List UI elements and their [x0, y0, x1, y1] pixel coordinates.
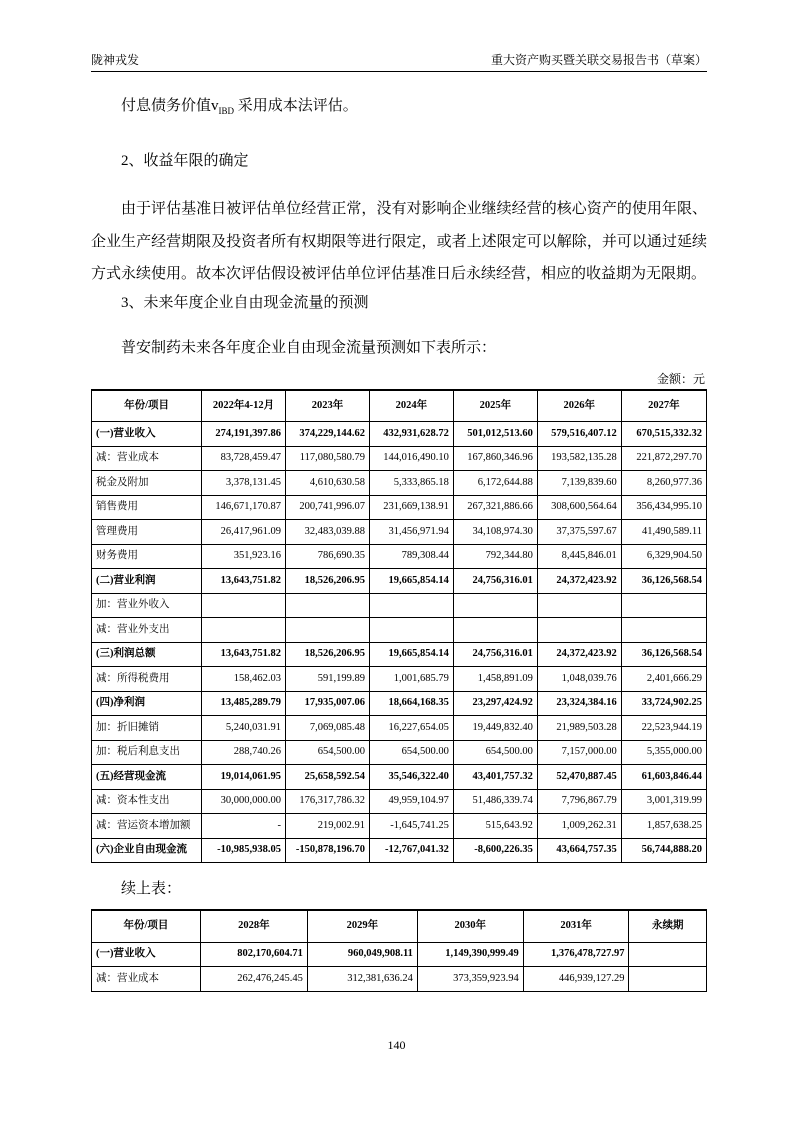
table-row: [92, 544, 707, 569]
cell-value: 356,434,995.10: [621, 495, 706, 520]
table-row: [92, 765, 707, 790]
cell-value: 17,935,007.06: [286, 691, 370, 716]
paragraph-debt-valuation-rest: 采用成本法评估。: [234, 98, 358, 114]
cell-value: 37,375,597.67: [537, 520, 621, 545]
table-row: [92, 642, 707, 667]
cell-value: 5,333,865.18: [369, 471, 453, 496]
table-row: [92, 593, 707, 618]
cell-value: 35,546,322.40: [369, 765, 453, 790]
cell-value: 34,108,974.30: [453, 520, 537, 545]
section-heading-income-period: 2、收益年限的确定: [121, 153, 249, 169]
cell-value: [369, 618, 453, 643]
cell-value: 32,483,039.88: [286, 520, 370, 545]
cell-value: 1,001,685.79: [369, 667, 453, 692]
cell-value: 308,600,564.64: [537, 495, 621, 520]
cell-value: 231,669,138.91: [369, 495, 453, 520]
cell-value: 6,329,904.50: [621, 544, 706, 569]
cell-value: 21,989,503.28: [537, 716, 621, 741]
column-header: 2031年: [523, 910, 629, 942]
row-label: 加：税后利息支出: [92, 740, 202, 765]
cell-value: 43,401,757.32: [453, 765, 537, 790]
paragraph-debt-valuation-subscript: IBD: [218, 106, 235, 116]
cell-value: 23,297,424.92: [453, 691, 537, 716]
paragraph-forecast-intro: 普安制药未来各年度企业自由现金流量预测如下表所示：: [121, 339, 497, 356]
row-label: 减：营业成本: [92, 446, 202, 471]
row-label: 加：营业外收入: [92, 593, 202, 618]
cell-value: 1,048,039.76: [537, 667, 621, 692]
table-row: [92, 942, 707, 967]
cell-value: -10,985,938.05: [202, 838, 286, 863]
cell-value: 267,321,886.66: [453, 495, 537, 520]
cell-value: 176,317,786.32: [286, 789, 370, 814]
cell-value: 26,417,961.09: [202, 520, 286, 545]
table-row: [92, 422, 707, 447]
cell-value: 117,080,580.79: [286, 446, 370, 471]
cell-value: 373,359,923.94: [417, 967, 523, 992]
column-header: 2024年: [369, 390, 453, 422]
cell-value: [286, 618, 370, 643]
cell-value: 501,012,513.60: [453, 422, 537, 447]
cell-value: [621, 618, 706, 643]
cell-value: 274,191,397.86: [202, 422, 286, 447]
cell-value: 654,500.00: [453, 740, 537, 765]
cell-value: 4,610,630.58: [286, 471, 370, 496]
row-label: (五)经营现金流: [92, 765, 202, 790]
cell-value: 670,515,332.32: [621, 422, 706, 447]
cell-value: 792,344.80: [453, 544, 537, 569]
header-report-title: 重大资产购买暨关联交易报告书（草案）: [490, 53, 707, 67]
cell-value: [286, 593, 370, 618]
table-row: [92, 838, 707, 863]
cell-value: 18,664,168.35: [369, 691, 453, 716]
header-company-name: 陇神戎发: [91, 53, 140, 67]
cell-value: 221,872,297.70: [621, 446, 706, 471]
cell-value: 43,664,757.35: [537, 838, 621, 863]
row-label: 税金及附加: [92, 471, 202, 496]
cell-value: -150,878,196.70: [286, 838, 370, 863]
row-label: 管理费用: [92, 520, 202, 545]
cell-value: 1,009,262.31: [537, 814, 621, 839]
cell-value: [453, 593, 537, 618]
cell-value: -1,645,741.25: [369, 814, 453, 839]
cell-value: 83,728,459.47: [202, 446, 286, 471]
cell-value: -8,600,226.35: [453, 838, 537, 863]
cell-value: [537, 618, 621, 643]
document-header: [91, 52, 707, 72]
cell-value: [621, 593, 706, 618]
cell-value: 36,126,568.54: [621, 569, 706, 594]
cell-value: 1,857,638.25: [621, 814, 706, 839]
row-label: (四)净利润: [92, 691, 202, 716]
cell-value: 8,260,977.36: [621, 471, 706, 496]
paragraph-going-concern: 由于评估基准日被评估单位经营正常，没有对影响企业继续经营的核心资产的使用年限、企业生产经营期限及投资者所有权期限等进行限定，或者上述限定可以解除，并可以通过延续方式永续使用。故本次评估假设被评估单位评估基准日后永续经营，相应的收益期为无限期。: [91, 201, 707, 282]
cell-value: 19,449,832.40: [453, 716, 537, 741]
cell-value: 219,002.91: [286, 814, 370, 839]
table-row: [92, 520, 707, 545]
row-label: 销售费用: [92, 495, 202, 520]
cell-value: 1,376,478,727.97: [523, 942, 629, 967]
cell-value: 200,741,996.07: [286, 495, 370, 520]
cell-value: 591,199.89: [286, 667, 370, 692]
table-row: [92, 569, 707, 594]
cell-value: 24,372,423.92: [537, 569, 621, 594]
cell-value: 5,355,000.00: [621, 740, 706, 765]
cell-value: [202, 593, 286, 618]
cell-value: 446,939,127.29: [523, 967, 629, 992]
table-row: [92, 495, 707, 520]
column-header: 2028年: [200, 910, 307, 942]
cell-value: 51,486,339.74: [453, 789, 537, 814]
cell-value: 3,378,131.45: [202, 471, 286, 496]
table-row: [92, 789, 707, 814]
row-label: (三)利润总额: [92, 642, 202, 667]
cell-value: 7,157,000.00: [537, 740, 621, 765]
cell-value: 23,324,384.16: [537, 691, 621, 716]
table-row: [92, 618, 707, 643]
cell-value: 52,470,887.45: [537, 765, 621, 790]
cell-value: 2,401,666.29: [621, 667, 706, 692]
paragraph-debt-valuation-text: 付息债务价值v: [121, 98, 219, 114]
cell-value: 654,500.00: [369, 740, 453, 765]
cell-value: 7,069,085.48: [286, 716, 370, 741]
cell-value: 24,756,316.01: [453, 642, 537, 667]
cell-value: [369, 593, 453, 618]
cell-value: 19,665,854.14: [369, 569, 453, 594]
cell-value: 25,658,592.54: [286, 765, 370, 790]
cash-flow-forecast-table-continued: [91, 909, 707, 992]
row-label: 加：折旧摊销: [92, 716, 202, 741]
page-content: [91, 96, 707, 1008]
cell-value: 19,014,061.95: [202, 765, 286, 790]
cell-value: 789,308.44: [369, 544, 453, 569]
cell-value: 18,526,206.95: [286, 642, 370, 667]
row-label: (六)企业自由现金流: [92, 838, 202, 863]
cell-value: 802,170,604.71: [200, 942, 307, 967]
cell-value: 8,445,846.01: [537, 544, 621, 569]
cell-value: 13,643,751.82: [202, 569, 286, 594]
row-label: (二)营业利润: [92, 569, 202, 594]
cell-value: 515,643.92: [453, 814, 537, 839]
column-header: 年份/项目: [92, 390, 202, 422]
table-row: [92, 691, 707, 716]
cell-value: 7,796,867.79: [537, 789, 621, 814]
cell-value: 146,671,170.87: [202, 495, 286, 520]
section-heading-cash-flow-forecast: 3、未来年度企业自由现金流量的预测: [121, 294, 369, 311]
table-continued-label: 续上表：: [121, 881, 182, 897]
cell-value: 144,016,490.10: [369, 446, 453, 471]
table-row: [92, 716, 707, 741]
cell-value: 786,690.35: [286, 544, 370, 569]
cell-value: 18,526,206.95: [286, 569, 370, 594]
column-header: 2029年: [307, 910, 417, 942]
cell-value: -12,767,041.32: [369, 838, 453, 863]
row-label: (一)营业收入: [92, 942, 201, 967]
table-row: [92, 814, 707, 839]
cell-value: 579,516,407.12: [537, 422, 621, 447]
cell-value: 13,643,751.82: [202, 642, 286, 667]
cell-value: 3,001,319.99: [621, 789, 706, 814]
cell-value: 13,485,289.79: [202, 691, 286, 716]
cell-value: 654,500.00: [286, 740, 370, 765]
row-label: 减：营运资本增加额: [92, 814, 202, 839]
row-label: 减：资本性支出: [92, 789, 202, 814]
row-label: 减：营业外支出: [92, 618, 202, 643]
cell-value: 312,381,636.24: [307, 967, 417, 992]
column-header: 年份/项目: [92, 910, 201, 942]
column-header: 2023年: [286, 390, 370, 422]
cell-value: 6,172,644.88: [453, 471, 537, 496]
cell-value: 19,665,854.14: [369, 642, 453, 667]
cell-value: 960,049,908.11: [307, 942, 417, 967]
cell-value: -: [202, 814, 286, 839]
cell-value: 33,724,902.25: [621, 691, 706, 716]
column-header: 2027年: [621, 390, 706, 422]
row-label: 减：营业成本: [92, 967, 201, 992]
cell-value: 374,229,144.62: [286, 422, 370, 447]
column-header: 2026年: [537, 390, 621, 422]
cell-value: [453, 618, 537, 643]
cell-value: 24,372,423.92: [537, 642, 621, 667]
cell-value: 432,931,628.72: [369, 422, 453, 447]
column-header: 2022年4-12月: [202, 390, 286, 422]
cell-value: [629, 942, 707, 967]
table-row: [92, 446, 707, 471]
cell-value: 288,740.26: [202, 740, 286, 765]
paragraph-debt-valuation: [91, 96, 707, 121]
cell-value: [537, 593, 621, 618]
amount-unit-label: 金额：元: [656, 371, 705, 386]
cell-value: 61,603,846.44: [621, 765, 706, 790]
cell-value: 167,860,346.96: [453, 446, 537, 471]
cell-value: 36,126,568.54: [621, 642, 706, 667]
cell-value: [202, 618, 286, 643]
table-row: [92, 667, 707, 692]
cell-value: 193,582,135.28: [537, 446, 621, 471]
column-header: 永续期: [629, 910, 707, 942]
cash-flow-forecast-table: [91, 389, 707, 864]
row-label: 减：所得税费用: [92, 667, 202, 692]
cell-value: 41,490,589.11: [621, 520, 706, 545]
table-header-row: [92, 390, 707, 422]
column-header: 2025年: [453, 390, 537, 422]
cell-value: [629, 967, 707, 992]
cell-value: 351,923.16: [202, 544, 286, 569]
cell-value: 1,458,891.09: [453, 667, 537, 692]
cell-value: 1,149,390,999.49: [417, 942, 523, 967]
cell-value: 262,476,245.45: [200, 967, 307, 992]
table-row: [92, 967, 707, 992]
cell-value: 22,523,944.19: [621, 716, 706, 741]
cell-value: 31,456,971.94: [369, 520, 453, 545]
cell-value: 49,959,104.97: [369, 789, 453, 814]
page-number: 140: [387, 1038, 406, 1052]
cell-value: 30,000,000.00: [202, 789, 286, 814]
row-label: 财务费用: [92, 544, 202, 569]
column-header: 2030年: [417, 910, 523, 942]
cell-value: 16,227,654.05: [369, 716, 453, 741]
table-header-row: [92, 910, 707, 942]
row-label: (一)营业收入: [92, 422, 202, 447]
table-row: [92, 740, 707, 765]
cell-value: 56,744,888.20: [621, 838, 706, 863]
table-row: [92, 471, 707, 496]
cell-value: 24,756,316.01: [453, 569, 537, 594]
cell-value: 7,139,839.60: [537, 471, 621, 496]
cell-value: 5,240,031.91: [202, 716, 286, 741]
cell-value: 158,462.03: [202, 667, 286, 692]
